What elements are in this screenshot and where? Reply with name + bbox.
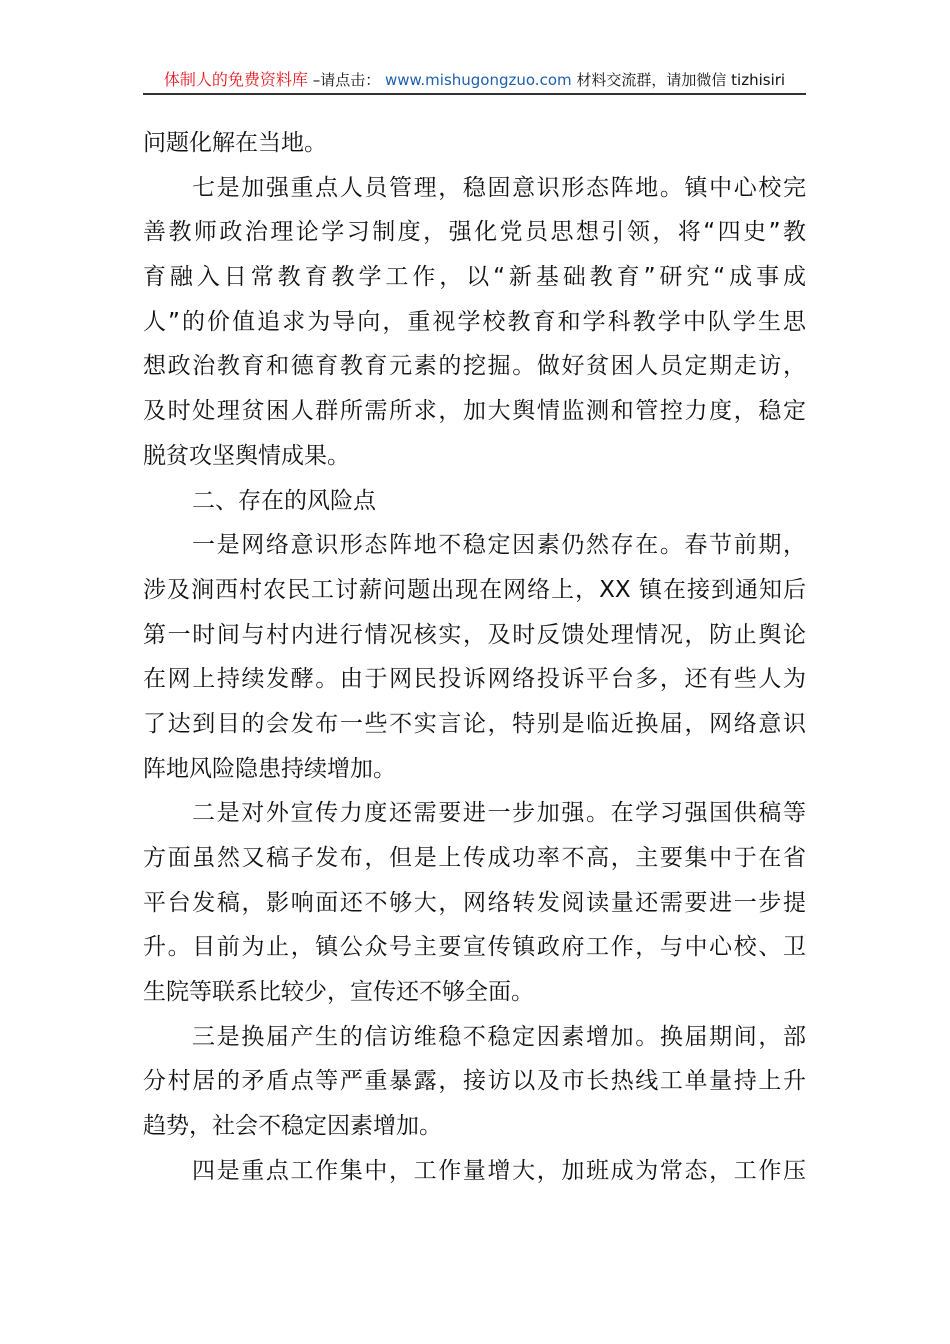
text-line: 平台发稿，影响面还不够大，网络转发阅读量还需要进一步提	[143, 889, 806, 916]
text-line: 生院等联系比较少，宣传还不够全面。	[143, 979, 534, 1006]
header-prompt: –请点击：	[312, 71, 381, 89]
text-line: 四是重点工作集中，工作量增大，加班成为常态，工作压	[192, 1157, 806, 1184]
text-line: 在网上持续发酵。由于网民投诉网络投诉平台多，还有些人为	[143, 666, 806, 693]
header-brand: 体制人的免费资料库	[163, 70, 308, 89]
text-line: 二是对外宣传力度还需要进一步加强。在学习强国供稿等	[192, 800, 806, 827]
text-line: 了达到目的会发布一些不实言论，特别是临近换届，网络意识	[143, 710, 806, 737]
text-line: 育融入日常教育教学工作，以“新基础教育”研究“成事成	[143, 264, 806, 291]
text-line: 二、存在的风险点	[192, 487, 376, 514]
text-line: 脱贫攻坚舆情成果。	[143, 442, 350, 469]
text-line: 涉及涧西村农民工讨薪问题出现在网络上，XX 镇在接到通知后	[143, 576, 806, 603]
page-header	[143, 68, 806, 92]
text-line: 善教师政治理论学习制度，强化党员思想引领，将“四史”教	[143, 219, 806, 246]
text-line: 一是网络意识形态阵地不稳定因素仍然存在。春节前期，	[192, 532, 806, 559]
text-line: 问题化解在当地。	[143, 130, 327, 156]
text-line: 升。目前为止，镇公众号主要宣传镇政府工作，与中心校、卫	[143, 934, 806, 961]
text-line: 三是换届产生的信访维稳不稳定因素增加。换届期间，部	[192, 1023, 806, 1050]
text-line: 想政治教育和德育教育元素的挖掘。做好贫困人员定期走访，	[143, 353, 806, 380]
text-line: 方面虽然又稿子发布，但是上传成功率不高，主要集中于在省	[143, 845, 806, 871]
text-line: 七是加强重点人员管理，稳固意识形态阵地。镇中心校完	[192, 174, 806, 201]
text-line: 第一时间与村内进行情况核实，及时反馈处理情况，防止舆论	[143, 621, 806, 648]
text-line: 趋势，社会不稳定因素增加。	[143, 1113, 442, 1140]
text-line: 阵地风险隐患持续增加。	[143, 755, 396, 782]
text-line: 及时处理贫困人群所需所求，加大舆情监测和管控力度，稳定	[143, 398, 806, 425]
header-tail: 材料交流群，请加微信 tizhisiri	[576, 71, 786, 89]
text-line: 分村居的矛盾点等严重暴露，接访以及市长热线工单量持上升	[143, 1068, 806, 1095]
text-line: 人”的价值追求为导向，重视学校教育和学科教学中队学生思	[143, 308, 806, 335]
document-body	[143, 121, 806, 1194]
header-link[interactable]: www.mishugongzuo.com	[384, 71, 572, 89]
header-divider	[143, 93, 806, 95]
